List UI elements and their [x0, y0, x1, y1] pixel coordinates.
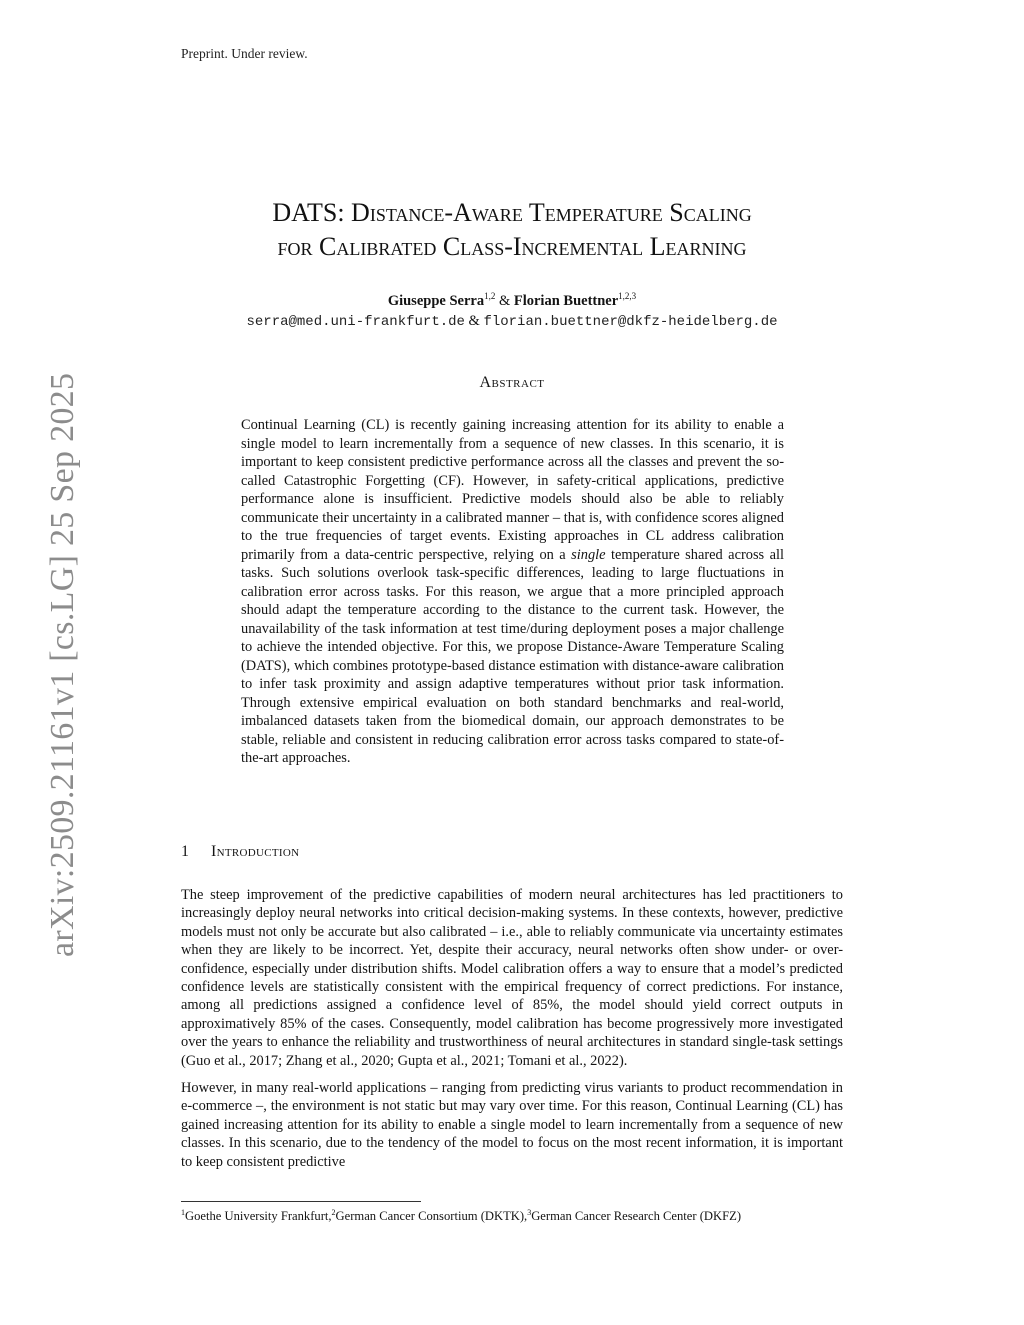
abstract-text-part-2: temperature shared across all tasks. Such solutions overlook task-specific differences, leading to large fluctuations in calibration error across tasks. For this reason, we argue that a more principled approach should adapt the temperature according to the distance to the current task. However, the unavailability of the task information at test time/during deployment poses a major challenge to achieve the intended objective. For this, we propose Distance-Aware Temperature Scaling (DATS), which combines prototype-based distance estimation with distance-aware calibration to infer task proximity and assign adaptive temperatures without prior task information. Through extensive empirical evaluation on both standard benchmarks and real-world, imbalanced datasets taken from the biomedical domain, our approach demonstrates to be stable, reliable and consistent in reducing calibration error across tasks compared to state-of-the-art approaches. — [241, 546, 784, 766]
title-line-1: DATS: Distance-Aware Temperature Scaling — [272, 198, 752, 227]
footnote-affiliation-1: Goethe University Frankfurt, — [185, 1209, 332, 1223]
arxiv-identifier: arXiv:2509.21161v1 [cs.LG] 25 Sep 2025 — [44, 372, 81, 957]
footnote-marker-1: 1 — [181, 1207, 185, 1217]
author-emails — [150, 311, 874, 332]
section-title: Introduction — [211, 843, 300, 860]
intro-paragraph-1: The steep improvement of the predictive capabilities of modern neural architectures has led practitioners to increasingly deploy neural networks into critical decision-making systems. In these contexts, however, predictive models must not only be accurate but also calibrated – i.e., able to reliably communicate via uncertainty estimates when they are likely to be incorrect. Yet, despite their accuracy, neural networks often show under- or over-confidence, especially under distribution shifts. Model calibration offers a way to ensure that a model’s predicted confidence levels are statistically consistent with the empirical frequency of correct predictions. For instance, among all predictions assigned a confidence level of 85%, the model should yield correct outputs in approximatively 85% of the cases. Consequently, model calibration has become progressively more investigated over the years to enhance the reliability and trustworthiness of neural architectures in standard single-task settings (Guo et al., 2017; Zhang et al., 2020; Gupta et al., 2021; Tomani et al., 2022). — [181, 887, 843, 1069]
author-block — [150, 291, 874, 332]
author-connector: & — [498, 293, 511, 309]
intro-paragraph-2: However, in many real-world applications – ranging from predicting virus variants to product recommendation in e-commerce –, the environment is not static but may vary over time. For this reason, Continual Learning (CL) has gained increasing attention for its ability to enable a single model to learn incrementally from a sequence of new classes. In this scenario, due to the tendency of the model to focus on the most recent information, it is important to keep consistent predictive — [181, 1080, 843, 1170]
title-line-2: for Calibrated Class-Incremental Learning — [277, 232, 747, 261]
footnote-marker-3: 3 — [527, 1207, 532, 1217]
footnote-affiliation-2: German Cancer Consortium (DKTK), — [335, 1209, 528, 1223]
author-2-affiliation: 1,2,3 — [618, 291, 637, 302]
abstract-text-part-1: Continual Learning (CL) is recently gaining increasing attention for its ability to enable a single model to learn incrementally from a sequence of new classes. In this scenario, it is important to keep consistent predictive performance across all the classes and prevent the so-called Catastrophic Forgetting (CF). However, in safety-critical applications, predictive performance alone is insufficient. Predictive models should also be able to reliably communicate their uncertainty in a calibrated manner – that is, with confidence scores aligned to the true frequencies of target events. Existing approaches in CL address calibration primarily from a data-centric perspective, relying on a — [241, 417, 784, 563]
author-1-email[interactable]: serra@med.uni-frankfurt.de — [246, 314, 465, 330]
abstract-emphasis: single — [571, 546, 606, 563]
footnote-marker-2: 2 — [331, 1207, 336, 1217]
section-number: 1 — [181, 843, 189, 860]
author-2-email[interactable]: florian.buettner@dkfz-heidelberg.de — [483, 314, 778, 330]
introduction-body — [181, 886, 843, 1180]
footnote-affiliation-3: German Cancer Research Center (DKFZ) — [531, 1209, 742, 1223]
paper-title — [150, 196, 874, 264]
author-1-name: Giuseppe Serra — [387, 293, 485, 309]
author-names — [150, 291, 874, 311]
email-connector: & — [468, 313, 480, 329]
author-2-name: Florian Buettner — [513, 293, 619, 309]
footnote-divider — [181, 1201, 421, 1202]
affiliation-footnote — [181, 1208, 861, 1224]
abstract-heading: Abstract — [479, 374, 545, 391]
abstract-text — [241, 416, 784, 768]
author-1-affiliation: 1,2 — [484, 291, 496, 302]
header-note: Preprint. Under review. — [181, 46, 308, 61]
section-heading-introduction — [181, 843, 299, 861]
